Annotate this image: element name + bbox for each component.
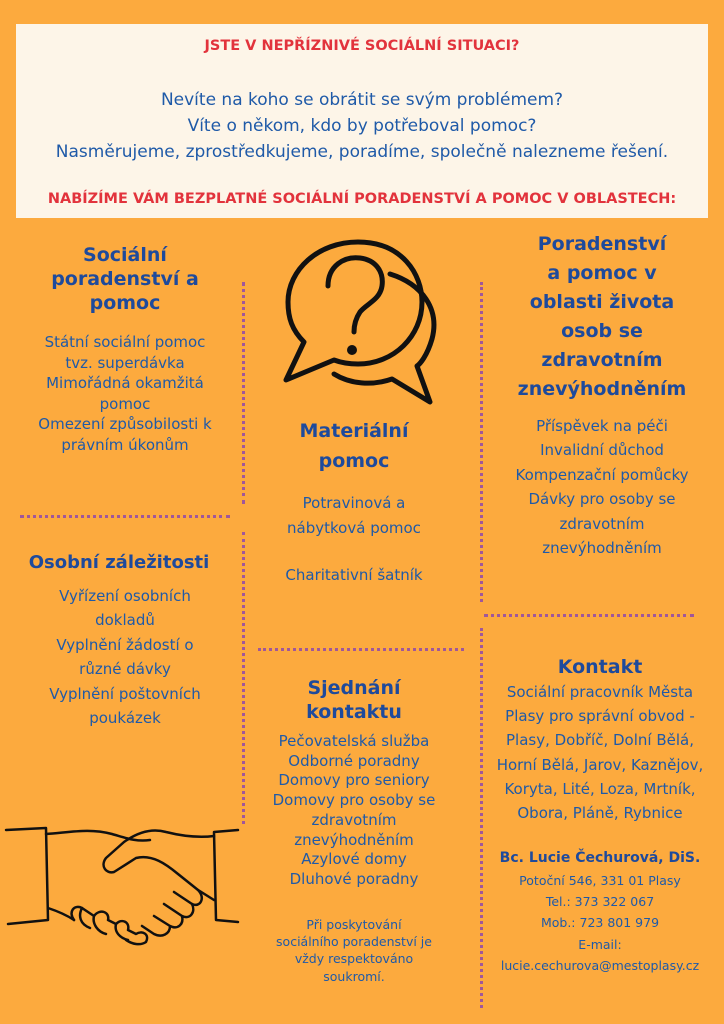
note-line: Při poskytování <box>306 917 402 932</box>
list-item: různé dávky <box>79 660 171 679</box>
section-social-list <box>20 332 230 456</box>
list-item: Omezení způsobilosti k <box>38 415 212 434</box>
title-line: a pomoc v <box>547 262 657 284</box>
section-contact-list <box>486 680 714 825</box>
title-line: pomoc <box>89 292 161 314</box>
section-material-list <box>252 491 456 541</box>
intro-text <box>16 87 708 165</box>
list-item: Dávky pro osoby se <box>528 490 676 509</box>
contact-address: Potoční 546, 331 01 Plasy <box>519 873 681 888</box>
intro-box <box>16 24 708 218</box>
divider-horizontal <box>20 515 230 518</box>
contact-mobile: Mob.: 723 801 979 <box>540 915 660 931</box>
list-item: Obora, Pláně, Rybnice <box>517 804 683 823</box>
list-item: Příspěvek na péči <box>536 417 668 435</box>
list-item: znevýhodněním <box>542 539 662 558</box>
list-item: Kompenzační pomůcky <box>515 465 689 484</box>
list-item: Odborné poradny <box>288 751 420 770</box>
list-item: právním úkonům <box>61 435 189 454</box>
list-item: dokladů <box>95 611 155 630</box>
title-line: Sociální <box>83 244 167 266</box>
note-line: sociálního poradenství je <box>276 934 432 950</box>
section-disability-title <box>492 230 712 404</box>
divider-vertical <box>480 282 483 602</box>
contact-details <box>482 870 718 976</box>
list-item: Státní sociální pomoc <box>44 333 206 351</box>
handshake-icon <box>2 812 242 948</box>
title-line: Materiální <box>299 420 409 442</box>
list-item: Domovy pro seniory <box>278 771 430 790</box>
list-item: Azylové domy <box>301 850 407 869</box>
contact-phone: Tel.: 373 322 067 <box>545 894 655 910</box>
title-line: osob se <box>561 320 643 342</box>
list-item: nábytková pomoc <box>287 519 421 537</box>
note-line: vždy respektováno <box>294 951 414 967</box>
material-extra: Charitativní šatník <box>285 566 423 584</box>
question-bubbles-icon <box>272 234 452 406</box>
contact-email[interactable]: lucie.cechurova@mestoplasy.cz <box>500 957 700 973</box>
privacy-note <box>252 916 456 985</box>
section-arrange-title <box>252 676 456 724</box>
divider-vertical <box>242 282 245 504</box>
section-disability-list <box>492 414 712 560</box>
intro-line: Nasměrujeme, zprostředkujeme, poradíme, společně nalezneme řešení. <box>55 142 669 162</box>
section-personal-list <box>20 584 230 730</box>
list-item: Dluhové poradny <box>289 869 419 888</box>
section-personal-title: Osobní záležitosti <box>28 552 210 573</box>
list-item: tvz. superdávka <box>65 353 185 372</box>
intro-line: Nevíte na koho se obrátit se svým problémem? <box>160 90 564 110</box>
title-line: zdravotním <box>541 349 663 371</box>
list-item: Vyplnění žádostí o <box>56 635 194 654</box>
list-item: Plasy pro správní obvod - <box>505 707 695 726</box>
list-item: Horní Bělá, Jarov, Kaznějov, <box>496 755 704 774</box>
list-item: Domovy pro osoby se <box>272 791 436 810</box>
intro-line: Víte o někom, kdo by potřeboval pomoc? <box>187 116 537 136</box>
contact-name: Bc. Lucie Čechurová, DiS. <box>499 850 701 866</box>
title-line: Sjednání <box>307 677 401 699</box>
list-item: Koryta, Lité, Loza, Mrtník, <box>504 779 696 798</box>
divider-vertical <box>242 532 245 824</box>
divider-horizontal <box>484 614 694 617</box>
contact-email-label: E-mail: <box>578 936 622 952</box>
list-item: pomoc <box>99 394 151 413</box>
list-item: poukázek <box>89 709 161 728</box>
offer-heading: NABÍZÍME VÁM BEZPLATNÉ SOCIÁLNÍ PORADENSTVÍ A POMOC V OBLASTECH: <box>47 191 677 207</box>
title-line: Poradenství <box>537 233 667 255</box>
list-item: Potravinová a <box>302 494 406 512</box>
divider-horizontal <box>258 648 464 651</box>
section-contact-title: Kontakt <box>557 656 643 678</box>
list-item: Mimořádná okamžitá <box>46 374 204 393</box>
list-item: Sociální pracovník Města <box>506 683 694 701</box>
title-line: kontaktu <box>306 701 402 723</box>
list-item: Plasy, Dobříč, Dolní Bělá, <box>506 731 694 750</box>
question-heading: JSTE V NEPŘÍZNIVÉ SOCIÁLNÍ SITUACI? <box>204 38 520 54</box>
list-item: zdravotním <box>559 514 645 533</box>
section-arrange-list <box>252 732 456 890</box>
list-item: Invalidní důchod <box>540 441 664 460</box>
list-item: znevýhodněním <box>294 830 414 849</box>
title-line: oblasti života <box>529 291 675 313</box>
list-item: Vyplnění poštovních <box>49 684 201 703</box>
list-item: Pečovatelská služba <box>278 732 430 750</box>
note-line: soukromí. <box>323 968 385 984</box>
title-line: poradenství a <box>51 268 199 290</box>
list-item: Vyřízení osobních <box>59 587 191 605</box>
section-material-title <box>252 416 456 476</box>
list-item: zdravotním <box>311 810 397 829</box>
title-line: pomoc <box>318 450 390 472</box>
section-social-title <box>20 243 230 315</box>
title-line: znevýhodněním <box>517 378 687 400</box>
